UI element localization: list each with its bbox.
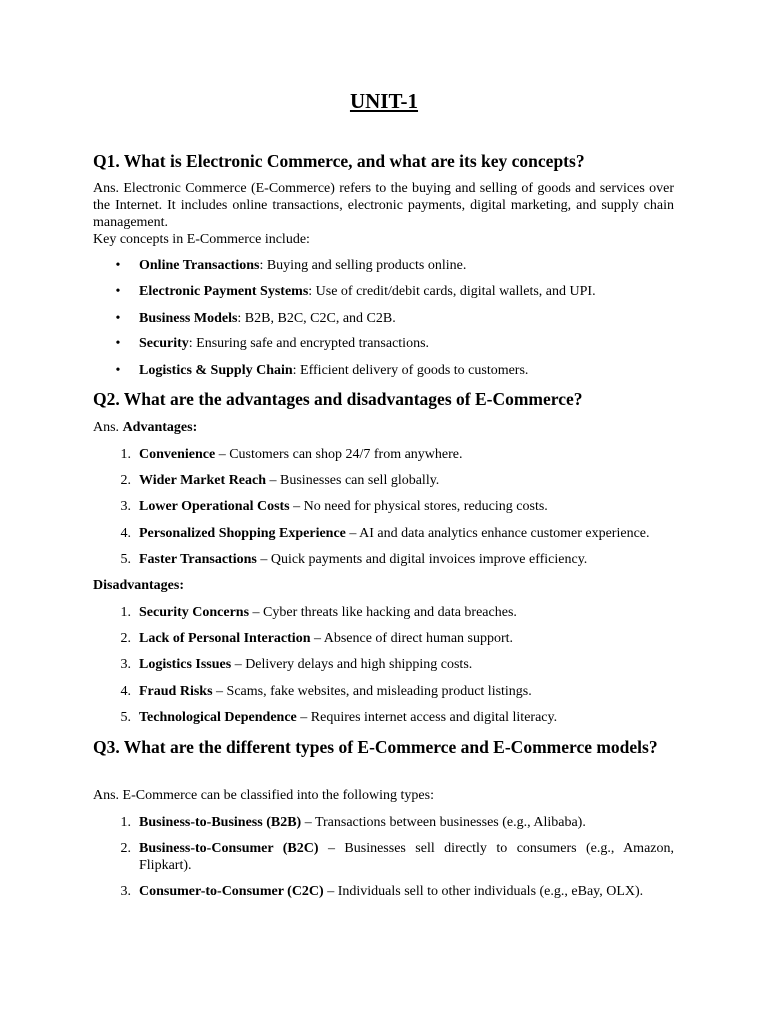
- q1-concept-item: [115, 310, 674, 327]
- list-number: 1.: [120, 605, 131, 620]
- q1-concept-item: [115, 362, 674, 379]
- q1-concept-item: [115, 335, 674, 352]
- q1-concept-item: [115, 283, 674, 300]
- list-number: 2.: [120, 473, 131, 488]
- concept-term: Electronic Payment Systems: [139, 284, 309, 299]
- item-term: Lower Operational Costs: [139, 499, 290, 514]
- item-term: Faster Transactions: [139, 552, 257, 567]
- item-text: – Quick payments and digital invoices improve efficiency.: [256, 552, 588, 567]
- concept-text: : Ensuring safe and encrypted transactions.: [188, 336, 430, 351]
- list-number: 5.: [120, 552, 131, 567]
- list-number: 1.: [120, 815, 131, 830]
- q1-key-concepts-lead: Key concepts in E-Commerce include:: [93, 232, 310, 247]
- ecommerce-type-item: [120, 840, 674, 874]
- advantage-item: [120, 446, 674, 463]
- item-text: – Cyber threats like hacking and data breaches.: [249, 605, 517, 620]
- bullet-marker: •: [115, 311, 121, 326]
- q2-answer-lead: [93, 419, 197, 436]
- item-text: – Customers can shop 24/7 from anywhere.: [215, 447, 463, 462]
- list-number: 3.: [120, 884, 131, 899]
- bullet-marker: •: [115, 284, 121, 299]
- concept-term: Online Transactions: [139, 258, 260, 273]
- list-number: 2.: [120, 841, 131, 856]
- list-number: 5.: [120, 710, 131, 725]
- concept-term: Security: [139, 336, 189, 351]
- item-text: – Individuals sell to other individuals (e.g., eBay, OLX).: [323, 884, 644, 899]
- item-term: Business-to-Business (B2B): [139, 815, 302, 830]
- ans-prefix: Ans.: [93, 420, 123, 435]
- item-text: – Requires internet access and digital literacy.: [296, 710, 558, 725]
- disadvantage-item: [120, 604, 674, 621]
- question-1-heading: Q1. What is Electronic Commerce, and what are its key concepts?: [93, 151, 585, 171]
- item-term: Lack of Personal Interaction: [139, 631, 311, 646]
- disadvantage-item: [120, 709, 674, 726]
- item-term: Business-to-Consumer (B2C): [139, 841, 319, 856]
- advantage-item: [120, 472, 674, 489]
- item-term: Technological Dependence: [139, 710, 297, 725]
- list-number: 3.: [120, 657, 131, 672]
- item-text: – No need for physical stores, reducing costs.: [289, 499, 548, 514]
- ecommerce-type-item: [120, 814, 674, 831]
- concept-text: : B2B, B2C, C2C, and C2B.: [237, 311, 396, 326]
- item-term: Security Concerns: [139, 605, 250, 620]
- list-number: 2.: [120, 631, 131, 646]
- q1-concept-item: [115, 257, 674, 274]
- list-number: 3.: [120, 499, 131, 514]
- advantage-item: [120, 525, 674, 542]
- item-term: Fraud Risks: [139, 684, 213, 699]
- item-term: Logistics Issues: [139, 657, 232, 672]
- bullet-marker: •: [115, 258, 121, 273]
- concept-term: Logistics & Supply Chain: [139, 363, 293, 378]
- concept-text: : Use of credit/debit cards, digital wallets, and UPI.: [308, 284, 596, 299]
- question-3-heading: Q3. What are the different types of E-Commerce and E-Commerce models?: [93, 737, 658, 757]
- item-term: Wider Market Reach: [139, 473, 267, 488]
- item-text: – Businesses sell directly to consumers (e.g., Amazon, Flipkart).: [139, 841, 674, 873]
- ecommerce-type-item: [120, 883, 674, 900]
- item-text: – Absence of direct human support.: [310, 631, 514, 646]
- question-2-heading: Q2. What are the advantages and disadvantages of E-Commerce?: [93, 389, 583, 409]
- item-text: – Delivery delays and high shipping costs.: [231, 657, 473, 672]
- disadvantages-heading: Disadvantages:: [93, 578, 185, 593]
- item-text: – Businesses can sell globally.: [266, 473, 440, 488]
- item-text: – Transactions between businesses (e.g., Alibaba).: [301, 815, 586, 830]
- concept-text: : Efficient delivery of goods to customers.: [292, 363, 529, 378]
- q3-answer: Ans. E-Commerce can be classified into the following types:: [93, 788, 434, 803]
- item-text: – Scams, fake websites, and misleading product listings.: [212, 684, 532, 699]
- disadvantage-item: [120, 656, 674, 673]
- advantages-heading: Advantages:: [122, 420, 198, 435]
- item-term: Consumer-to-Consumer (C2C): [139, 884, 324, 899]
- advantage-item: [120, 551, 674, 568]
- disadvantage-item: [120, 630, 674, 647]
- bullet-marker: •: [115, 336, 121, 351]
- advantage-item: [120, 498, 674, 515]
- item-term: Personalized Shopping Experience: [139, 526, 346, 541]
- list-number: 4.: [120, 684, 131, 699]
- list-number: 4.: [120, 526, 131, 541]
- bullet-marker: •: [115, 363, 121, 378]
- item-text: – AI and data analytics enhance customer experience.: [345, 526, 650, 541]
- disadvantage-item: [120, 683, 674, 700]
- page-title: UNIT-1: [349, 89, 419, 113]
- list-number: 1.: [120, 447, 131, 462]
- q1-answer: Ans. Electronic Commerce (E-Commerce) refers to the buying and selling of goods and services over the Internet. It includes online transactions, electronic payments, digital marketing, and supply chain management.: [93, 181, 674, 230]
- concept-term: Business Models: [139, 311, 238, 326]
- concept-text: : Buying and selling products online.: [259, 258, 467, 273]
- item-term: Convenience: [139, 447, 216, 462]
